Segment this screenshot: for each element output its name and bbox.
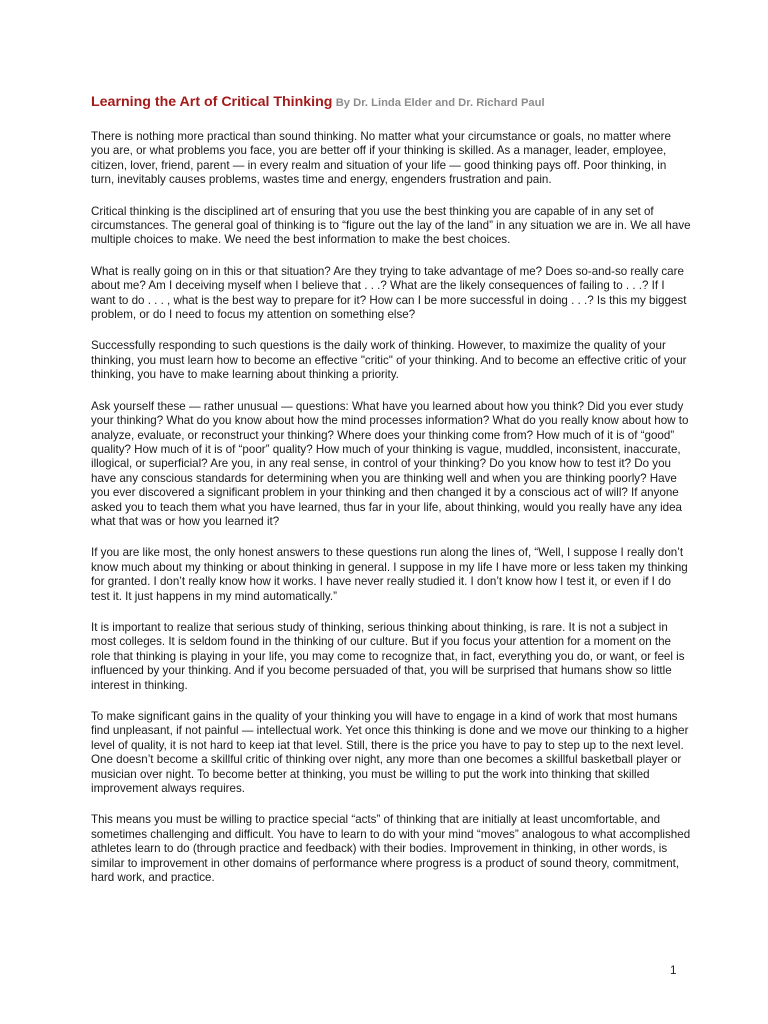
paragraph: It is important to realize that serious study of thinking, serious thinking about thinking, is rare. It is not a subject in most colleges. It is seldom found in the thinking of our culture. But if you focus your attention for a moment on the role that thinking is playing in your life, you may come to recognize that, in fact, everything you do, or want, or feel is influenced by your thinking. And if you become persuaded of that, you will be surprised that humans show so little interest in thinking. xyxy=(91,620,685,692)
paragraph: To make significant gains in the quality of your thinking you will have to engage in a kind of work that most humans find unpleasant, if not painful — intellectual work. Yet once this thinking is done and we move our thinking to a higher level of quality, it is not hard to keep iat that level. Still, there is the price you have to pay to step up to the next level. One doesn’t become a skillful critic of thinking over night, any more than one becomes a skillful basketball player or musician over night. To become better at thinking, you must be willing to put the work into thinking that skilled improvement always requires. xyxy=(91,710,689,796)
page-number: 1 xyxy=(670,964,677,977)
paragraph: If you are like most, the only honest answers to these questions run along the lines of, “Well, I suppose I really don’t know much about my thinking or about thinking in general. I suppose in my life I have more or less taken my thinking for granted. I don’t really know how it works. I have never really studied it. I don’t know how I test it, or even if I do test it. It just happens in my mind automatically.” xyxy=(91,546,688,603)
paragraph: What is really going on in this or that situation? Are they trying to take advantage of me? Does so-and-so really care about me? Am I deceiving myself when I believe that . . .? What are the likely consequences of failing to . . .? If I want to do . . . , what is the best way to prepare for it? How can I be more successful in doing . . .? Is this my biggest problem, or do I need to focus my attention on something else? xyxy=(91,264,687,322)
article-header xyxy=(91,93,691,112)
paragraph: Ask yourself these — rather unusual — questions: What have you learned about how you think? Did you ever study your thinking? What do you know about how the mind processes information? What do you really know about how to analyze, evaluate, or reconstruct your thinking? Where does your thinking come from? How much of it is of “good” quality? How much of it is of “poor” quality? How much of your thinking is vague, muddled, inconsistent, inaccurate, illogical, or superficial? Are you, in any real sense, in control of your thinking? Do you know how to test it? Do you have any conscious standards for determining when you are thinking well and when you are thinking poorly? Have you ever discovered a significant problem in your thinking and then changed it by a conscious act of will? If anyone asked you to teach them what you have learned, thus far in your life, about thinking, would you really have any idea what that was or how you learned it? xyxy=(91,399,689,528)
paragraph: This means you must be willing to practice special “acts” of thinking that are initially at least uncomfortable, and sometimes challenging and difficult. You have to learn to do with your mind “moves” analogous to what accomplished athletes learn to do (through practice and feedback) with their bodies. Improvement in thinking, in other words, is similar to improvement in other domains of performance where progress is a product of sound theory, commitment, hard work, and practice. xyxy=(91,813,691,885)
article-title: Learning the Art of Critical Thinking xyxy=(91,94,333,110)
paragraph: Critical thinking is the disciplined art of ensuring that you use the best thinking you are capable of in any set of circumstances. The general goal of thinking is to “figure out the lay of the land” in any situation we are in. We all have multiple choices to make. We need the best information to make the best choices. xyxy=(91,204,691,247)
paragraph: Successfully responding to such questions is the daily work of thinking. However, to maximize the quality of your thinking, you must learn how to become an effective "critic" of your thinking. And to become an effective critic of your thinking, you have to make learning about thinking a priority. xyxy=(91,339,687,382)
article-body xyxy=(91,93,691,902)
article-byline: By Dr. Linda Elder and Dr. Richard Paul xyxy=(335,97,545,109)
paragraph: There is nothing more practical than sound thinking. No matter what your circumstance or goals, no matter where you are, or what problems you face, you are better off if your thinking is skilled. As a manager, leader, employee, citizen, lover, friend, parent — in every realm and situation of your life — good thinking pays off. Poor thinking, in turn, inevitably causes problems, wastes time and energy, engenders frustration and pain. xyxy=(91,130,671,187)
